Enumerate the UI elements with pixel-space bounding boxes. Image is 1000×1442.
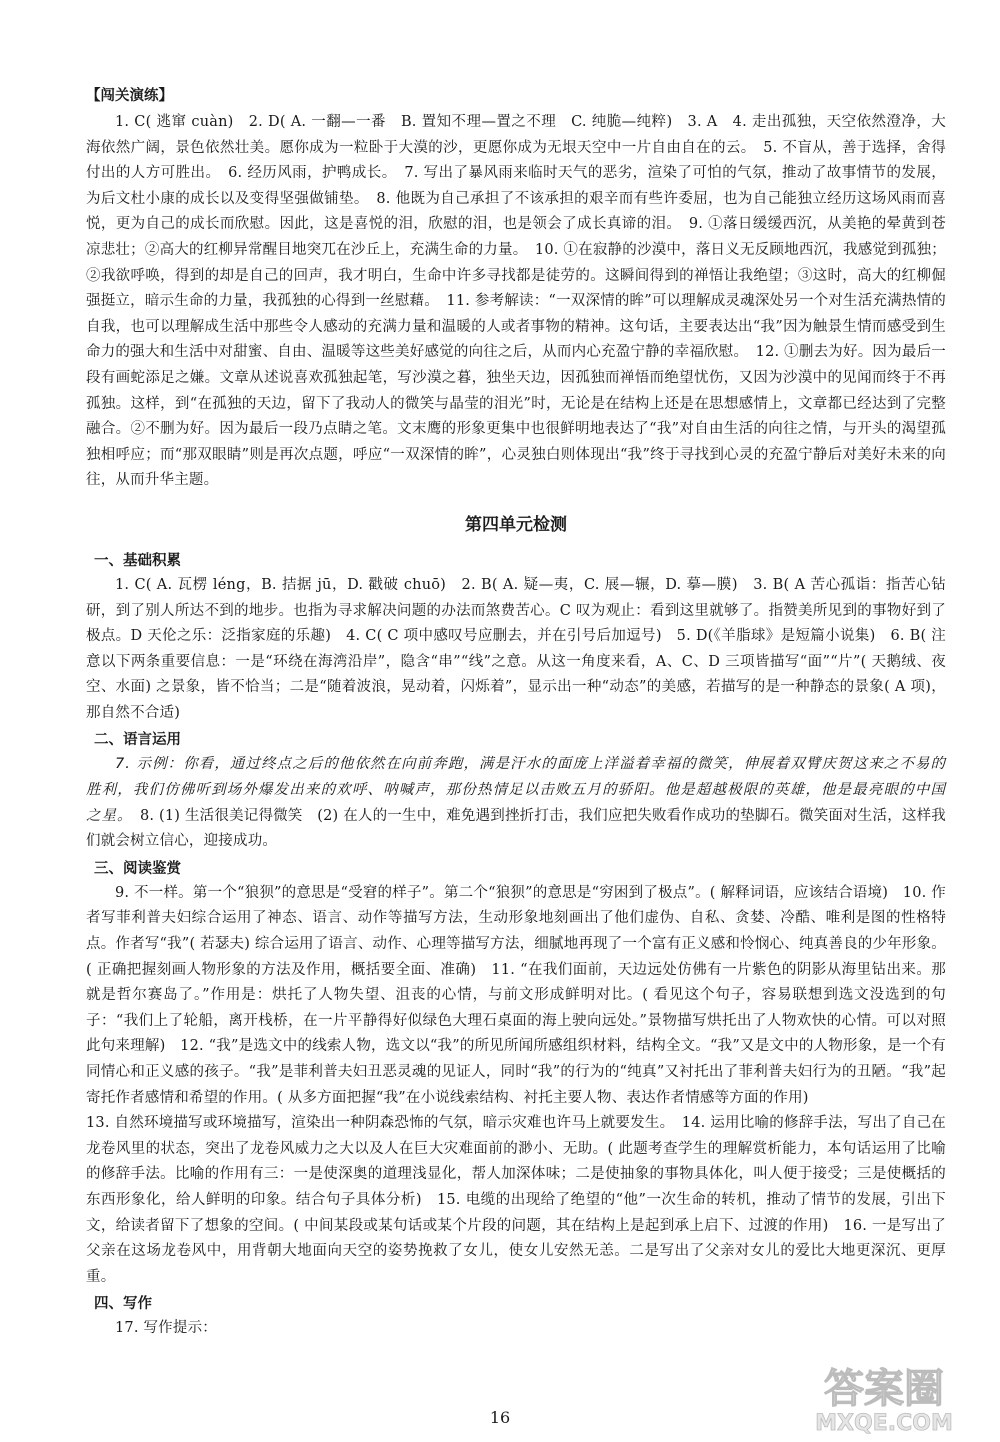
answer-paragraph-reading-1: 9. 不一样。第一个“狼狈”的意思是“受窘的样子”。第二个“狼狈”的意思是“穷困到了极点”。( 解释词语，应该结合语境) 10. 作者写菲利普夫妇综合运用了神态、语言、动作等描写方法，生动形象地刻画出了他们虚伪、自私、贪婪、冷酷、唯利是图的性格特点。作者写“我”( 若瑟夫) 综合运用了语言、动作、心理等描写方法，细腻地再现了一个富有正义感和怜悯心、纯真善良的少年形象。( 正确把握刻画人物形象的方法及作用，概括要全面、准确) 11. “在我们面前，天边远处仿佛有一片紫色的阴影从海里钻出来。那就是哲尔赛岛了。”作用是：烘托了人物失望、沮丧的心情，与前文形成鲜明对比。( 看见这个句子，容易联想到选文没选到的句子：“我们上了轮船，离开栈桥，在一片平静得好似绿色大理石桌面的海上驶向远处。”景物描写烘托出了人物欢快的心情。可以对照此句来理解) 12. “我”是选文中的线索人物，选文以“我”的所见所闻所感组织材料，结构全文。“我”又是文中的人物形象，是一个有同情心和正义感的孩子。“我”是菲利普夫妇丑恶灵魂的见证人，同时“我”的行为的“纯真”又衬托出了菲利普夫妇行为的丑陋。“我”起寄托作者感情和希望的作用。( 从多方面把握“我”在小说线索结构、衬托主要人物、表达作者情感等方面的作用) — [86, 884, 946, 1106]
answer-paragraph-basic: 1. C( A. 瓦楞 léng，B. 拮据 jū，D. 戳破 chuō) 2. B( A. 疑—夷，C. 展—辗，D. 摹—膜) 3. B( A 苦心孤诣：指苦心钻研，到了别人所达不到的地步。也指为寻求解决问题的办法而煞费苦心。C 叹为观止：看到这里就够了。指赞美所见到的事物好到了极点。D 天伦之乐：泛指家庭的乐趣) 4. C( C 项中感叹号应删去，并在引号后加逗号) 5. D(《羊脂球》是短篇小说集) 6. B( 注意以下两条重要信息：一是“环绕在海湾沿岸”，隐含“串”“线”之意。从这一角度来看，A、C、D 三项皆描写“面”“片”( 天鹅绒、夜空、水面) 之景象，皆不恰当；二是“随着波浪，晃动着，闪烁着”，显示出一种“动态”的美感，若描写的是一种静态的景象( A 项)，那自然不合适) — [86, 576, 946, 721]
unit-title: 第四单元检测 — [465, 514, 567, 535]
section-heading-language: 二、语言运用 — [94, 732, 181, 749]
answer-paragraph-writing: 17. 写作提示： — [115, 1320, 217, 1337]
watermark-logo — [784, 1358, 984, 1436]
page-content — [86, 82, 946, 1342]
answer-text-language: 8. (1) 生活很美记得微笑 (2) 在人的一生中，难免遇到挫折打击，我们应把失败看作成功的垫脚石。微笑面对生活，这样我们就会树立信心，迎接成功。 — [86, 807, 947, 850]
watermark-text: 答案圈 — [824, 1366, 944, 1412]
answer-paragraph-practice: 1. C( 逃窜 cuàn) 2. D( A. 一翻—一番 B. 置知不理—置之不理 C. 纯脆—纯粹) 3. A 4. 走出孤独，天空依然澄净，大海依然广阔，景色依然壮美。愿你成为一粒卧于大漠的沙，更愿你成为无垠天空中一片自由自在的云。 5. 不盲从，善于选择，舍得付出的人方可胜出。 6. 经历风雨，护鸭成长。 7. 写出了暴风雨来临时天气的恶劣，渲染了可怕的气氛，推动了故事情节的发展，为后文杜小康的成长以及变得坚强做铺垫。 8. 他既为自己承担了不该承担的艰辛而有些许委屈，也为自己能独立经历这场风雨而喜悦，更为自己的成长而欣慰。因此，这是喜悦的泪，欣慰的泪，也是领会了成长真谛的泪。 9. ①落日缓缓西沉，从美艳的晕黄到苍凉悲壮；②高大的红柳异常醒目地突兀在沙丘上，充满生命的力量。 10. ①在寂静的沙漠中，落日义无反顾地西沉，我感觉到孤独；②我欲呼唤，得到的却是自己的回声，我才明白，生命中许多寻找都是徒劳的。这瞬间得到的禅悟让我绝望；③这时，高大的红柳倔强挺立，暗示生命的力量，我孤独的心得到一丝慰藉。 11. 参考解读：“一双深情的眸”可以理解成灵魂深处另一个对生活充满热情的自我，也可以理解成生活中那些令人感动的充满力量和温暖的人或者事物的精神。这句话，主要表达出“我”因为触景生情而感受到生命力的强大和生活中对甜蜜、自由、温暖等这些美好感觉的向往之后，从而内心充盈宁静的幸福欣慰。 12. ①删去为好。因为最后一段有画蛇添足之嫌。文章从述说喜欢孤独起笔，写沙漠之暮，独坐天边，因孤独而禅悟而绝望忧伤，又因为沙漠中的见闻而终于不再孤独。这样，到“在孤独的天边，留下了我动人的微笑与晶莹的泪光”时，无论是在结构上还是在思想感情上，文章都已经达到了完整融合。②不删为好。因为最后一段乃点睛之笔。文末鹰的形象更集中也很鲜明地表达了“我”对自由生活的向往之情，与开头的渴望孤独相呼应；而“那双眼睛”则是再次点题，呼应“一双深情的眸”，心灵独白则体现出“我”终于寻找到心灵的充盈宁静后对美好未来的向往，从而升华主题。 — [86, 114, 946, 489]
section-heading-basic: 一、基础积累 — [94, 552, 181, 569]
answer-paragraph-language — [86, 752, 946, 854]
answer-paragraph-reading-2: 13. 自然环境描写或环境描写，渲染出一种阴森恐怖的气氛，暗示灾难也许马上就要发生。 14. 运用比喻的修辞手法，写出了自己在龙卷风里的状态，突出了龙卷风威力之大以及人在巨大灾难面前的渺小、无助。( 此题考查学生的理解赏析能力，本句话运用了比喻的修辞手法。比喻的作用有三：一是使深奥的道理浅显化，帮人加深体味；二是使抽象的事物具体化，叫人便于接受；三是使概括的东西形象化，给人鲜明的印象。结合句子具体分析) 15. 电缆的出现给了绝望的“他”一次生命的转机，推动了情节的发展，引出下文，给读者留下了想象的空间。( 中间某段或某句话或某个片段的问题，其在结构上是起到承上启下、过渡的作用) 16. 一是写出了父亲在这场龙卷风中，用背朝大地面向天空的姿势挽救了女儿，使女儿安然无恙。二是写出了父亲对女儿的爱比大地更深沉、更厚重。 — [86, 1115, 946, 1285]
handwritten-answer: 7. 示例：你看，通过终点之后的他依然在向前奔跑，满是汗水的面庞上洋溢着幸福的微笑，伸展着双臂庆贺这来之不易的胜利，我们仿佛听到场外爆发出来的欢呼、呐喊声，那份热情足以击败五月的骄阳。他是超越极限的英雄，他是最亮眼的中国之星。 — [86, 756, 946, 824]
section-heading-writing: 四、写作 — [94, 1296, 152, 1313]
page-number: 16 — [489, 1408, 511, 1427]
section-heading-reading: 三、阅读鉴赏 — [94, 860, 181, 877]
watermark-url: MXQE.COM — [815, 1411, 953, 1436]
section-heading-practice: 【闯关演练】 — [86, 88, 173, 104]
